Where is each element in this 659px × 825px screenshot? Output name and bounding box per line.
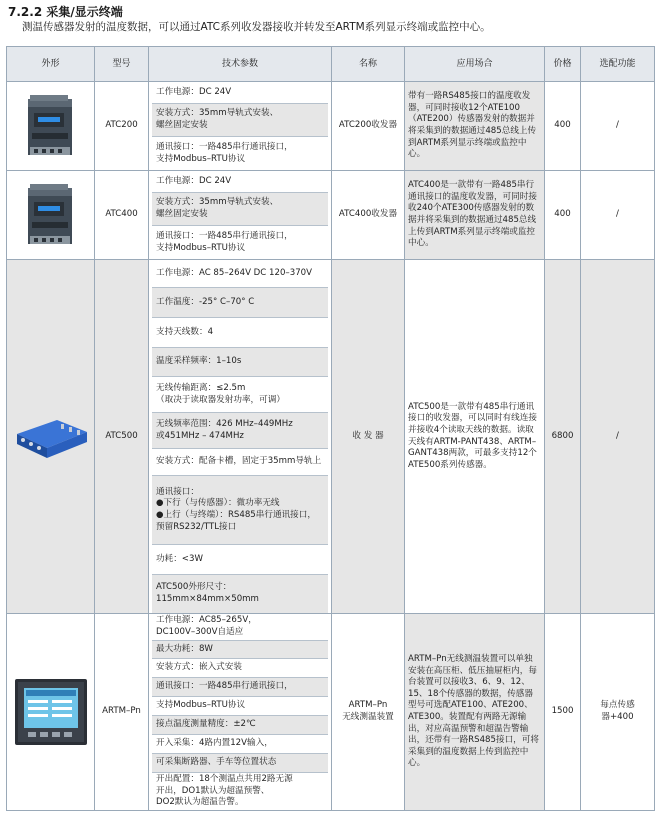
wireless-receiver-box-image [11,412,91,462]
param-line: 安装方式：配备卡槽，固定于35mm导轨上 [152,449,328,476]
param-line: 工作电源：AC 85–264V DC 120–370V [152,260,328,288]
price-cell: 400 [545,82,581,171]
section-title: 7.2.2 采集/显示终端 [8,5,123,19]
header-application: 应用场合 [405,47,545,82]
model-cell: ATC500 [95,260,149,614]
table-header-row [7,47,655,82]
name-cell: ATC400收发器 [332,171,405,260]
din-rail-module-image [26,182,76,248]
params-cell [149,82,332,171]
model-cell: ATC400 [95,171,149,260]
table-row [7,82,655,171]
param-line: 工作温度：-25° C–70° C [152,288,328,318]
option-cell: 每点传感 器+400 [581,614,655,811]
product-image-cell [7,171,95,260]
price-cell: 1500 [545,614,581,811]
params-cell [149,171,332,260]
header-option: 选配功能 [581,47,655,82]
param-line: 开入采集：4路内置12V输入， [152,735,328,754]
param-line: 功耗：<3W [152,545,328,575]
param-line: 温度采样频率：1–10s [152,348,328,377]
param-line: 通讯接口： ●下行（与传感器）：微功率无线 ●上行（与终端）：RS485串行通讯接口， 预留RS232/TTL接口 [152,476,328,545]
param-line: 接点温度测量精度：±2℃ [152,716,328,735]
application-cell: ATC500是一款带有485串行通讯接口的收发器，可以同时有线连接并接收4个读取天线的数据。读取天线有ARTM-PANT438、ARTM–GANT438两款，可最多支持12个ATE500系列传感器。 [405,260,545,614]
param-line: 安装方式：35mm导轨式安装、 螺丝固定安装 [152,104,328,137]
option-cell: / [581,171,655,260]
name-cell: ARTM–Pn 无线测温装置 [332,614,405,811]
section-description: 测温传感器发射的温度数据，可以通过ATC系列收发器接收并转发至ARTM系列显示终端或监控中心。 [22,21,491,33]
model-cell: ATC200 [95,82,149,171]
product-image-cell [7,260,95,614]
param-line: 支持天线数：4 [152,318,328,348]
param-line: 安装方式：嵌入式安装 [152,659,328,678]
model-cell: ARTM–Pn [95,614,149,811]
name-cell: ATC200收发器 [332,82,405,171]
param-line: 工作电源：DC 24V [152,171,328,193]
application-cell: 带有一路RS485接口的温度收发器，可同时接收12个ATE100（ATE200）传感器发射的数据并将采集到的数据通过485总线上传到ARTM系列显示终端或监控中心。 [405,82,545,171]
option-cell: / [581,260,655,614]
param-line: 工作电源：AC85–265V， DC100V–300V自适应 [152,614,328,641]
param-line: 开出配置：18个测温点共用2路无源 开出，DO1默认为超温预警、 DO2默认为超温告警。 [156,774,293,808]
din-rail-module-image [26,93,76,159]
param-line: ATC500外形尺寸：115mm×84mm×50mm [152,575,328,613]
product-table [6,46,655,811]
application-cell: ATC400是一款带有一路485串行通讯接口的温度收发器，可同时接收240个ATE300传感器发射的数据并将采集到的数据通过485总线上传到ARTM系列显示终端或监控中心。 [405,171,545,260]
name-cell: 收 发 器 [332,260,405,614]
param-line: 无线传输距离：≤2.5m （取决于读取器发射功率，可调） [152,377,328,413]
param-line: 工作电源：DC 24V [152,82,328,104]
table-row [7,614,655,811]
header-price: 价格 [545,47,581,82]
param-line: 通讯接口：一路485串行通讯接口， 支持Modbus–RTU协议 [156,230,293,253]
param-line: 通讯接口：一路485串行通讯接口， [152,678,328,697]
param-line: 可采集断路器、手车等位置状态 [152,754,328,773]
param-line: 支持Modbus–RTU协议 [152,697,328,716]
product-image-cell [7,82,95,171]
param-line: 无线频率范围：426 MHz–449MHz 或451MHz – 474MHz [152,413,328,449]
table-row [7,260,655,614]
param-line: 最大功耗：8W [152,641,328,659]
params-cell [149,614,332,811]
price-cell: 400 [545,171,581,260]
param-line: 安装方式：35mm导轨式安装、 螺丝固定安装 [152,193,328,226]
option-cell: / [581,82,655,171]
application-cell: ARTM–Pn无线测温装置可以单独安装在高压柜、低压抽屉柜内，每台装置可以接收3、6、9、12、15、18个传感器的数据，传感器型号可选配ATE100、ATE200、ATE300。装置配有两路无源输出，对应高温预警和超温告警输出，还带有一路RS485接口，可将采集到的温度数据上传到监控中心。 [405,614,545,811]
param-line: 通讯接口：一路485串行通讯接口， 支持Modbus–RTU协议 [156,141,293,164]
header-tech-params: 技术参数 [149,47,332,82]
panel-display-device-image [12,676,90,748]
price-cell: 6800 [545,260,581,614]
product-image-cell [7,614,95,811]
header-model: 型号 [95,47,149,82]
header-appearance: 外形 [7,47,95,82]
table-row [7,171,655,260]
params-cell [149,260,332,614]
header-name: 名称 [332,47,405,82]
